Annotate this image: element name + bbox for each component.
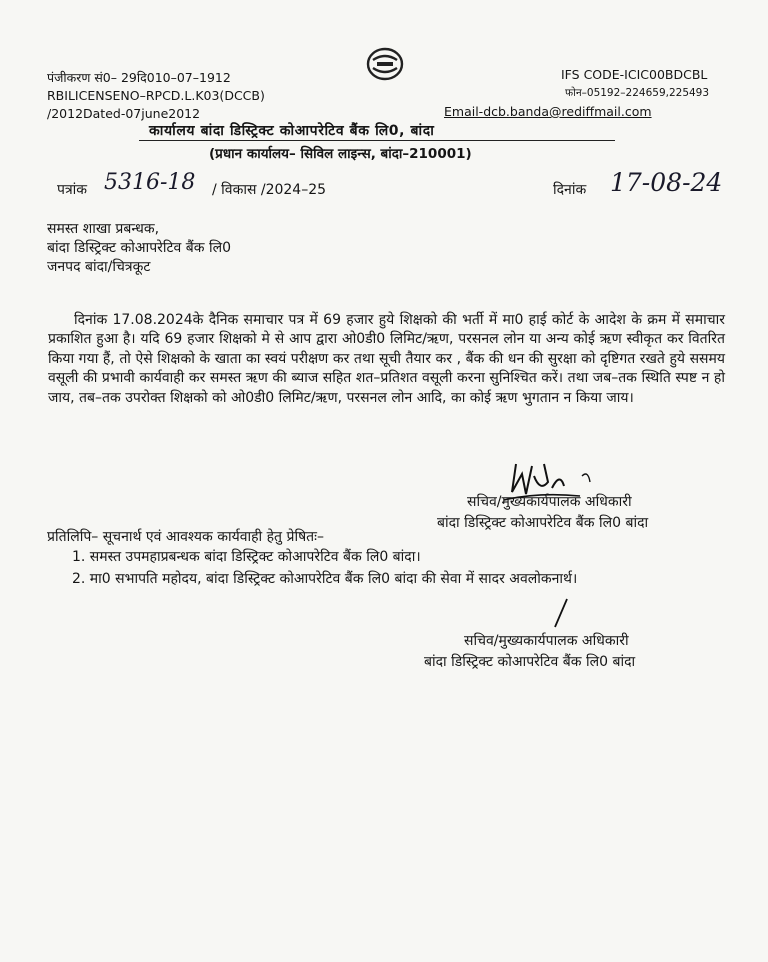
registration-number: पंजीकरण सं0– 29दि010–07–1912 [47, 70, 231, 85]
email-link[interactable]: Email-dcb.banda@rediffmail.com [444, 104, 652, 119]
date-label: दिनांक [553, 182, 587, 198]
signatory-title-1: सचिव/मुख्यकार्यपालक अधिकारी [467, 494, 632, 510]
copy-heading: प्रतिलिपि– सूचनार्थ एवं आवश्यक कार्यवाही हेतु प्रेषितः– [47, 529, 324, 545]
patrank-number: 5316-18 [104, 170, 196, 195]
head-office: (प्रधान कार्यालय– सिविल लाइन्स, बांदा–210001) [209, 146, 472, 162]
handwritten-signature-2 [545, 597, 575, 631]
addressee-line-2: बांदा डिस्ट्रिक्ट कोआपरेटिव बैंक लि0 [47, 240, 232, 256]
copy-item-2: 2. मा0 सभापति महोदय, बांदा डिस्ट्रिक्ट कोआपरेटिव बैंक लि0 बांदा की सेवा में सादर अवलोकनार्थ। [72, 571, 578, 587]
bank-logo [365, 46, 405, 82]
rbi-license: RBILICENSENO–RPCD.L.K03(DCCB) [47, 88, 265, 103]
signatory-title-2: सचिव/मुख्यकार्यपालक अधिकारी [464, 633, 629, 649]
date-value: 17-08-24 [610, 168, 723, 197]
signatory-org-1: बांदा डिस्ट्रिक्ट कोआपरेटिव बैंक लि0 बांदा [437, 515, 649, 531]
license-date: /2012Dated-07june2012 [47, 106, 201, 121]
addressee-line-3: जनपद बांदा/चित्रकूट [47, 259, 151, 275]
department-year: / विकास /2024–25 [212, 182, 327, 198]
copy-item-1: 1. समस्त उपमहाप्रबन्धक बांदा डिस्ट्रिक्ट कोआपरेटिव बैंक लि0 बांदा। [72, 549, 421, 565]
letter-body: दिनांक 17.08.2024के दैनिक समाचार पत्र में 69 हजार हुये शिक्षको की भर्ती में मा0 हाई कोर्ट के आदेश के क्रम में समाचार प्रकाशित हुआ है। यदि 69 हजार शिक्षको मे से आप द्वारा ओ0डी0 लिमिट/ऋण, परसनल लोन या अन्य कोई ऋण स्वीकृत कर वितरित किया गया हैं, तो ऐसे शिक्षको के खाता का स्वयं परीक्षण कर तथा सूची तैयार कर , बैंक की धन की सुरक्षा को दृष्टिगत रखते हुये ससमय वसूली की प्रभावी कार्यवाही कर समस्त ऋण की ब्याज सहित शत–प्रतिशत वसूली करना सुनिश्चित करें। तथा जब–तक स्थिति स्पष्ट न हो जाय, तब–तक उपरोक्त शिक्षको को ओ0डी0 लिमिट/ऋण, परसनल लोन आदि, का कोई ऋण भुगतान न किया जाय। [48, 312, 725, 406]
office-underline [139, 140, 615, 141]
patrank-label: पत्रांक [57, 182, 88, 198]
office-name: कार्यालय बांदा डिस्ट्रिक्ट कोआपरेटिव बैंक लि0, बांदा [149, 123, 435, 139]
phone-number: फोन–05192–224659,225493 [565, 87, 710, 99]
ifs-code: IFS CODE-ICIC00BDCBL [561, 67, 708, 82]
signatory-org-2: बांदा डिस्ट्रिक्ट कोआपरेटिव बैंक लि0 बांदा [424, 654, 636, 670]
addressee-line-1: समस्त शाखा प्रबन्धक, [47, 221, 160, 237]
